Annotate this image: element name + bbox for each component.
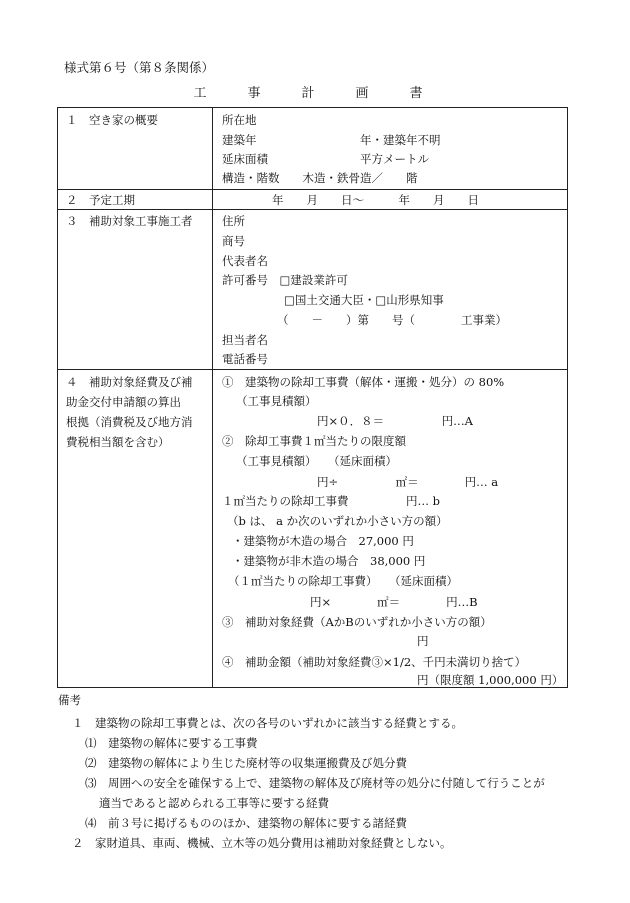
row1-floor-area: 延床面積 平方メートル: [222, 152, 429, 166]
calc-item-4: ④ 補助金額（補助対象経費③×1/2、千円未満切り捨て）: [222, 655, 527, 669]
row-divider-3: [57, 369, 568, 370]
calc-item-2: ② 除却工事費１㎡当たりの限度額: [222, 434, 406, 448]
remark-line-4: ⑶ 周囲への安全を確保する上で、建築物の解体及び廃材等の処分に付随して行うことが: [85, 776, 545, 790]
row1-build-year: 建築年 年・建築年不明: [222, 133, 441, 147]
table-border-bottom: [57, 687, 568, 688]
remark-line-1: １ 建築物の除却工事費とは、次の各号のいずれかに該当する経費とする。: [72, 716, 463, 730]
table-border-top: [57, 107, 568, 108]
row-divider-1: [57, 189, 568, 190]
row3-person-in-charge: 担当者名: [222, 333, 268, 347]
remark-line-5: 適当であると認められる工事等に要する経費: [99, 796, 329, 810]
remark-line-6: ⑷ 前３号に掲げるもののほか、建築物の解体に要する諸経費: [85, 816, 407, 830]
row3-phone: 電話番号: [222, 352, 268, 366]
row2-period: 年 月 日～ 年 月 日: [272, 193, 479, 207]
calc-item-3-amount: 円: [417, 634, 429, 648]
row3-address: 住所: [222, 214, 245, 228]
remark-line-7: ２ 家財道具、車両、機械、立木等の処分費用は補助対象経費としない。: [72, 836, 452, 850]
row-divider-2: [57, 209, 568, 210]
remark-line-2: ⑴ 建築物の解体に要する工事費: [85, 736, 258, 750]
calc-item-2-wood: ・建築物が木造の場合 27,000 円: [232, 534, 414, 548]
calc-item-3: ③ 補助対象経費（AかBのいずれか小さい方の額）: [222, 615, 492, 629]
row3-label: ３ 補助対象工事施工者: [66, 214, 193, 228]
calc-item-1-estimate: （工事見積額）: [236, 394, 317, 408]
calc-item-2-non-wood: ・建築物が非木造の場合 38,000 円: [232, 554, 426, 568]
row2-label: ２ 予定工期: [66, 193, 135, 207]
row1-structure: 構造・階数 木造・鉄骨造／ 階: [222, 171, 418, 185]
row3-trade-name: 商号: [222, 234, 245, 248]
calc-item-2-formula-b: 円× ㎡＝ 円…B: [310, 595, 478, 609]
calc-item-4-amount: 円（限度額 1,000,000 円）: [417, 673, 564, 687]
calc-item-2-headers-b: （１㎡当たりの除却工事費） （延床面積）: [228, 574, 458, 588]
row1-location: 所在地: [222, 113, 257, 127]
form-number: 様式第６号（第８条関係）: [64, 60, 215, 75]
row3-license-authority: □国土交通大臣・□山形県知事: [284, 293, 444, 307]
table-border-right: [567, 107, 568, 688]
row4-label-line-2: 助金交付申請額の算出: [66, 395, 181, 409]
row4-label-line-3: 根拠（消費税及び地方消: [66, 415, 193, 429]
calc-item-2-formula: 円÷ ㎡＝ 円… a: [317, 475, 499, 489]
row1-label: １ 空き家の概要: [66, 113, 158, 127]
row3-license-format: （ － ）第 号（ 工事業）: [277, 313, 507, 327]
calc-item-1-formula: 円×０．８＝ 円…A: [317, 414, 473, 428]
calc-item-2-headers: （工事見積額） （延床面積）: [236, 454, 397, 468]
remark-line-3: ⑵ 建築物の解体により生じた廃材等の収集運搬費及び処分費: [85, 756, 407, 770]
row3-license-number: 許可番号 □建設業許可: [222, 273, 348, 287]
table-border-left: [57, 107, 58, 688]
calc-item-2-unit-cost: １㎡当たりの除却工事費 円… b: [222, 494, 441, 508]
row3-representative: 代表者名: [222, 254, 268, 268]
calc-item-2-note: （b は、 a か次のいずれか小さい方の額）: [227, 514, 448, 528]
document-title: 工 事 計 画 書: [193, 86, 437, 101]
row4-label-line-4: 費税相当額を含む）: [66, 435, 170, 449]
calc-item-1: ① 建築物の除却工事費（解体・運搬・処分）の 80%: [222, 375, 505, 389]
remarks-heading: 備考: [58, 693, 81, 707]
row4-label-line-1: ４ 補助対象経費及び補: [66, 375, 193, 389]
column-divider: [212, 107, 213, 688]
